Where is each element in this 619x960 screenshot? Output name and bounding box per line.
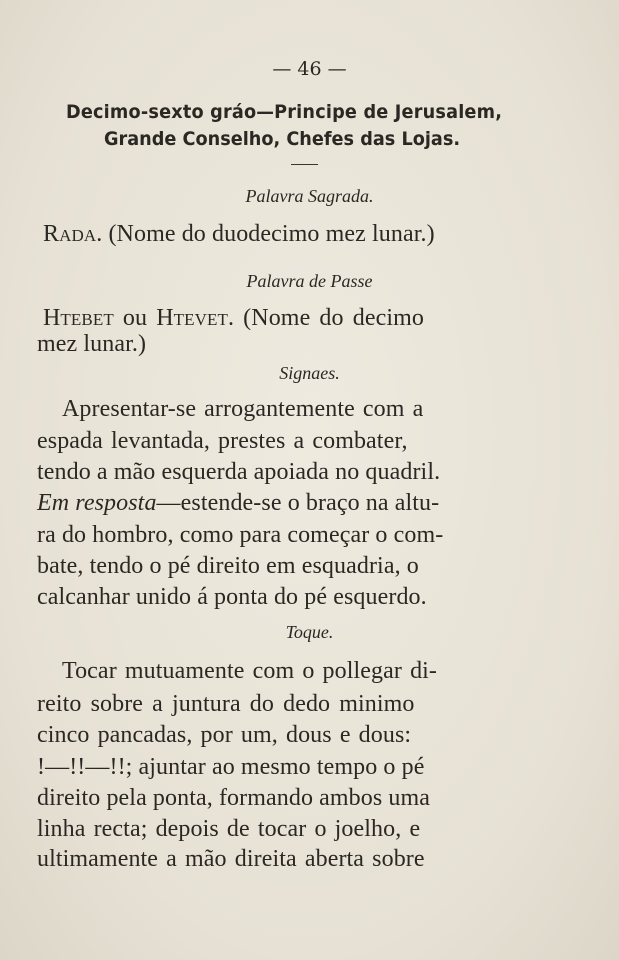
toque-line-1: Tocar mutuamente com o pollegar di-: [62, 658, 438, 684]
toque-line-7: ultimamente a mão direita aberta sobre: [37, 846, 425, 872]
heading-divider: [291, 164, 318, 165]
signaes-line-2: espada levantada, prestes a combater,: [37, 428, 408, 454]
toque-line-6: linha recta; depois de tocar o joelho, e: [37, 816, 421, 842]
sacred-word: Rada.: [43, 221, 103, 247]
section-title-signaes: Signaes.: [279, 363, 340, 383]
toque-line-3: cinco pancadas, por um, dous e dous:: [37, 722, 412, 748]
toque-line-4: !—!!—!!; ajuntar ao mesmo tempo o pé: [37, 754, 425, 780]
signaes-line-7: calcanhar unido á ponta do pé esquerdo.: [37, 584, 427, 610]
toque-line-5: direito pela ponta, formando ambos uma: [37, 785, 431, 811]
section-title-palavra-passe: Palavra de Passe: [246, 271, 373, 291]
pass-word-1: Htebet: [43, 305, 114, 331]
palavra-passe-line-2: mez lunar.): [37, 331, 147, 357]
signaes-line-4-text: —estende-se o braço na altu-: [156, 490, 440, 516]
page-number: — 46 —: [272, 58, 347, 80]
signaes-line-6: bate, tendo o pé direito em esquadria, o: [37, 553, 419, 579]
toque-line-2: reito sobre a juntura do dedo minimo: [37, 691, 415, 717]
pass-word-note: (Nome do decimo: [234, 305, 424, 331]
sacred-word-note: (Nome do duodecimo mez lunar.): [102, 221, 435, 247]
signaes-line-5: ra do hombro, como para começar o com-: [37, 522, 444, 548]
signaes-line-1: Apresentar-se arrogantemente com a: [62, 396, 424, 422]
section-title-palavra-sagrada: Palavra Sagrada.: [245, 186, 374, 206]
signaes-line-3: tendo a mão esquerda apoiada no quadril.: [37, 459, 441, 485]
degree-heading-line-1: Decimo-sexto gráo—Principe de Jerusalem,: [66, 101, 503, 123]
palavra-passe-line-1: [43, 305, 424, 332]
pass-word-or: ou: [113, 305, 157, 331]
palavra-sagrada-line: [43, 221, 435, 248]
signaes-line-4: [37, 490, 439, 517]
section-title-toque: Toque.: [285, 622, 334, 642]
em-resposta: Em resposta: [37, 490, 157, 516]
degree-heading-line-2: Grande Conselho, Chefes das Lojas.: [104, 128, 461, 150]
pass-word-2: Htevet.: [156, 305, 235, 331]
